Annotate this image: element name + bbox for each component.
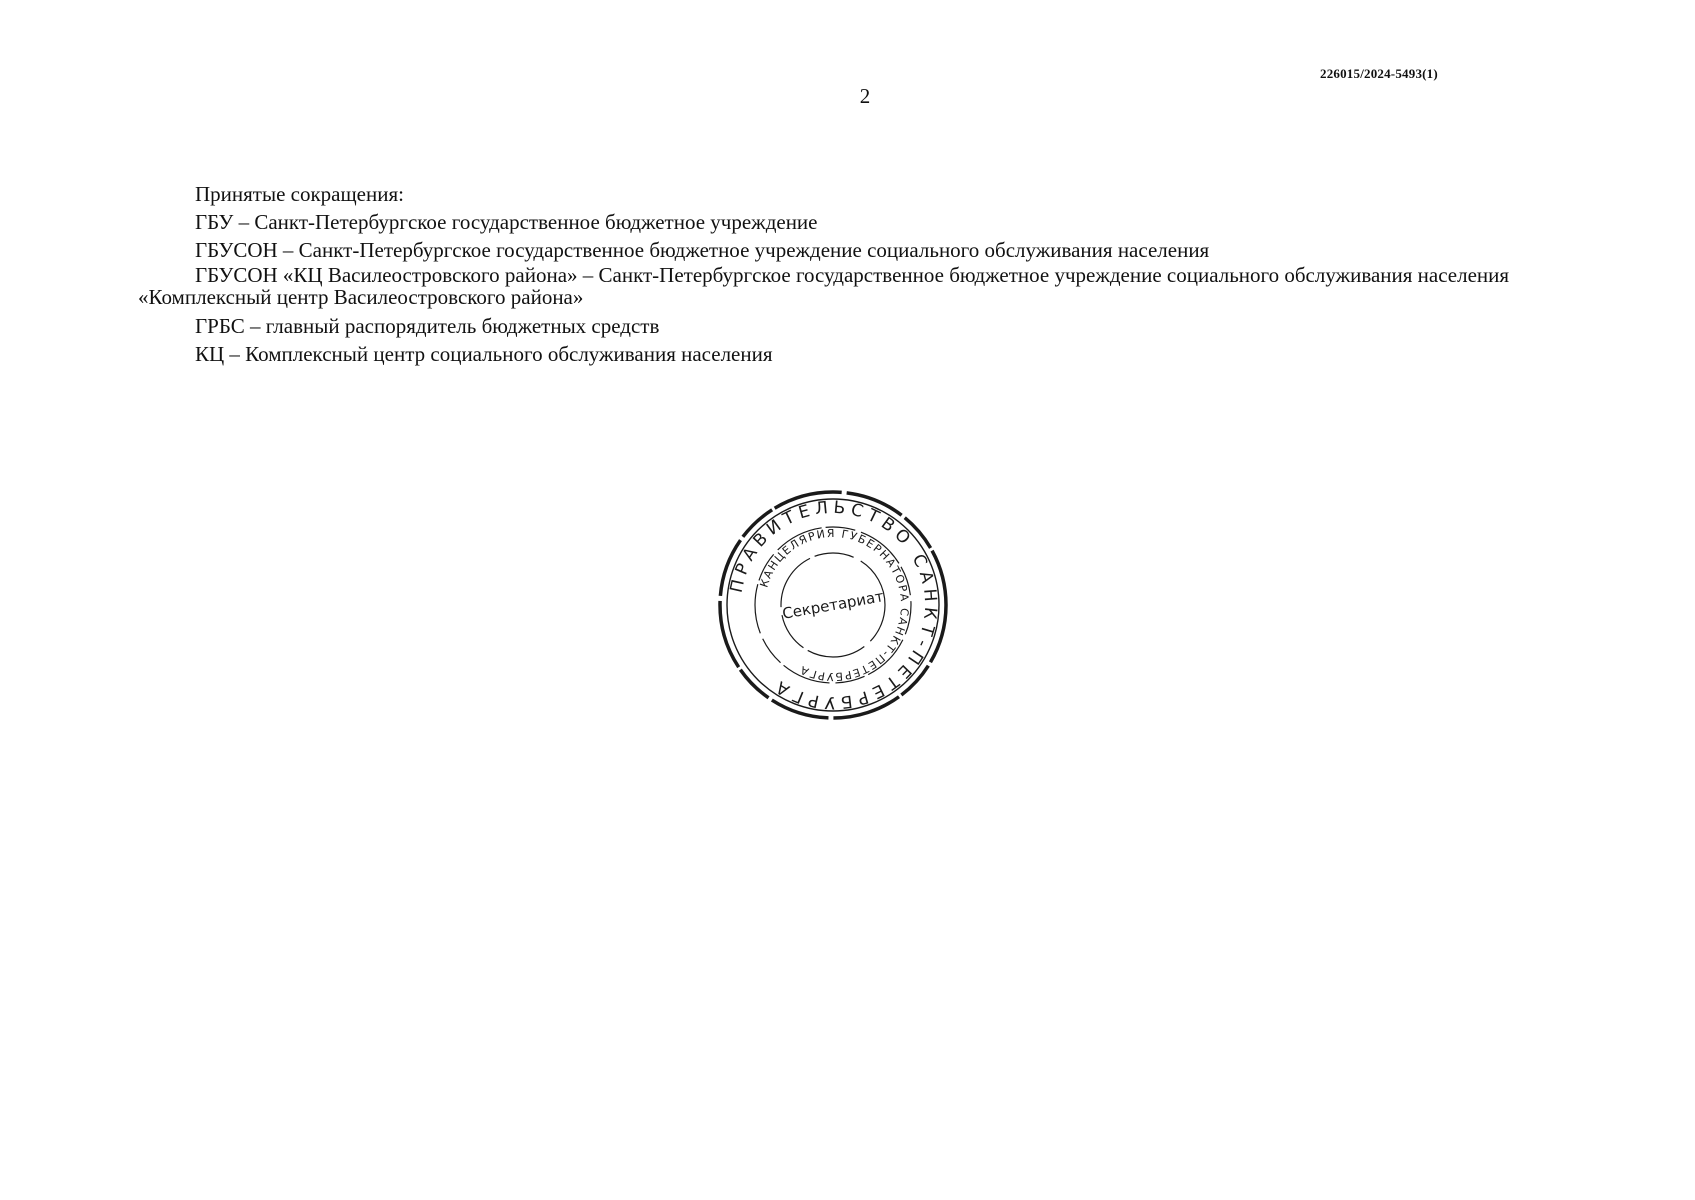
official-seal (718, 490, 948, 720)
seal-outer-text: ПРАВИТЕЛЬСТВО САНКТ-ПЕТЕРБУРГА (726, 497, 941, 713)
document-number: 226015/2024-5493(1) (1320, 66, 1438, 81)
page-number: 2 (859, 84, 871, 108)
abbreviation-item-gbu: ГБУ – Санкт-Петербургское государственное бюджетное учреждение (195, 210, 818, 234)
seal-stamp-graphic (718, 490, 948, 720)
abbreviation-item-grbs: ГРБС – главный распорядитель бюджетных средств (195, 314, 660, 338)
seal-inner-text: КАНЦЕЛЯРИЯ ГУБЕРНАТОРА САНКТ-ПЕТЕРБУРГА (757, 526, 912, 684)
abbreviations-section (138, 180, 1608, 368)
abbreviation-item-gbuson-kc: ГБУСОН «КЦ Василеостровского района» – Санкт-Петербургское государственное бюджетное учреждение социального обслуживания населения «Комплексный центр Василеостровского района» (138, 263, 1510, 309)
abbreviations-heading: Принятые сокращения: (195, 182, 404, 206)
abbreviation-item-kc: КЦ – Комплексный центр социального обслуживания населения (195, 342, 773, 366)
abbreviation-item-gbuson: ГБУСОН – Санкт-Петербургское государственное бюджетное учреждение социального обслуживания населения (195, 238, 1210, 262)
seal-center-text: Секретариат (780, 587, 886, 623)
